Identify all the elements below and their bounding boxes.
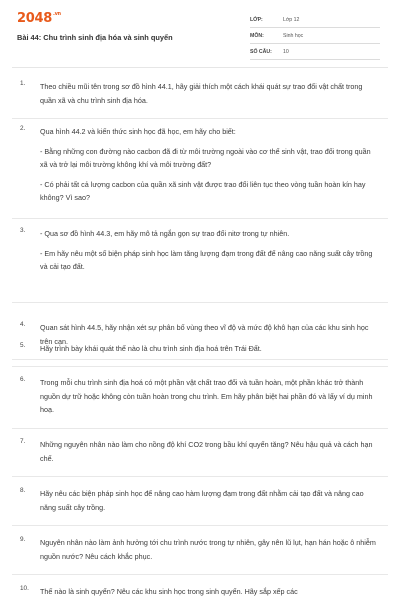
question-paragraph: Qua hình 44.2 và kiến thức sinh học đã học, em hãy cho biết: (40, 127, 236, 136)
question-divider (12, 574, 388, 575)
question-paragraph: Những nguyên nhân nào làm cho nồng độ khí CO2 trong bầu khí quyển tăng? Nêu hậu quả và cách hạn chế. (40, 440, 373, 463)
question-paragraph: Thế nào là sinh quyển? Nêu các khu sinh học trong sinh quyển. Hãy sắp xếp các (40, 587, 298, 596)
worksheet-header (0, 0, 400, 62)
meta-label: LỚP: (250, 16, 263, 23)
question-number: 3. (20, 227, 26, 234)
question-paragraph: Hãy trình bày khái quát thế nào là chu trình sinh địa hoá trên Trái Đất. (40, 344, 262, 353)
question-paragraph: - Em hãy nêu một số biện pháp sinh học làm tăng lượng đạm trong đất để nâng cao năng suất cây trồng và cải tạo đất. (40, 248, 373, 271)
question-text (40, 376, 378, 417)
question-paragraph: Nguyên nhân nào làm ảnh hưởng tới chu trình nước trong tự nhiên, gây nên lũ lụt, hạn hán hoặc ô nhiễm nguồn nước? Nêu cách khắc phục. (40, 538, 376, 561)
question-text (40, 342, 378, 356)
question-number: 6. (20, 376, 26, 383)
question-text (40, 125, 378, 205)
question-divider (12, 525, 388, 526)
question-number: 1. (20, 80, 26, 87)
question-paragraph: - Có phải tất cả lượng cacbon của quần xã sinh vật được trao đổi liên tục theo vòng tuần hoàn kín hay không? Vì sao? (40, 179, 366, 202)
header-divider (12, 67, 388, 68)
question-text (40, 536, 378, 563)
question-text (40, 438, 378, 465)
logo-suffix: .vn (52, 11, 61, 17)
question-text (40, 585, 378, 599)
question-divider (12, 302, 388, 303)
question-number: 9. (20, 536, 26, 543)
meta-label: MÔN: (250, 32, 264, 39)
question-number: 5. (20, 342, 26, 349)
site-logo[interactable] (17, 11, 61, 26)
question-text (40, 227, 378, 274)
meta-row-grade (250, 12, 380, 28)
question-number: 4. (20, 321, 26, 328)
question-paragraph: Quan sát hình 44.5, hãy nhận xét sự phân bố vùng theo vĩ độ và mức độ khô hạn của các khu sinh học trên cạn. (40, 323, 369, 346)
question-divider (12, 359, 388, 360)
question-number: 10. (20, 585, 29, 592)
question-paragraph: Trong mỗi chu trình sinh địa hoá có một phần vật chất trao đổi và tuần hoàn, một phần khác trở thành nguồn dự trữ hoặc không còn tuần hoàn trong chu trình. Em hãy phân biệt hai phần đó và lấy ví dụ minh hoạ. (40, 378, 373, 414)
meta-row-count (250, 44, 380, 60)
question-text (40, 80, 378, 107)
meta-value: Lớp 12 (283, 16, 300, 23)
question-paragraph: - Qua sơ đồ hình 44.3, em hãy mô tả ngắn gọn sự trao đổi nitơ trong tự nhiên. (40, 229, 290, 238)
question-paragraph: Theo chiều mũi tên trong sơ đồ hình 44.1, hãy giải thích một cách khái quát sự trao đổi vật chất trong quần xã và chu trình sinh địa hóa. (40, 82, 363, 105)
logo-text: 2048 (17, 11, 52, 26)
question-paragraph: - Bằng những con đường nào cacbon đã đi từ môi trường ngoài vào cơ thể sinh vật, trao đổi trong quần xã và trở lại môi trường không khí và môi trường đất? (40, 146, 371, 169)
meta-label: SỐ CÂU: (250, 48, 272, 55)
meta-row-subject (250, 28, 380, 44)
question-divider (12, 428, 388, 429)
question-number: 2. (20, 125, 26, 132)
question-text (40, 487, 378, 514)
lesson-title: Bài 44: Chu trình sinh địa hóa và sinh quyển (17, 33, 173, 42)
meta-value: 10 (283, 48, 289, 55)
question-divider (12, 218, 388, 219)
meta-value: Sinh học (283, 32, 304, 39)
question-divider (12, 118, 388, 119)
question-paragraph: Hãy nêu các biện pháp sinh học để nâng cao hàm lượng đạm trong đất nhằm cải tạo đất và nâng cao năng suất cây trồng. (40, 489, 364, 512)
question-number: 8. (20, 487, 26, 494)
meta-table (250, 12, 380, 60)
question-divider (12, 366, 388, 367)
question-number: 7. (20, 438, 26, 445)
question-divider (12, 476, 388, 477)
